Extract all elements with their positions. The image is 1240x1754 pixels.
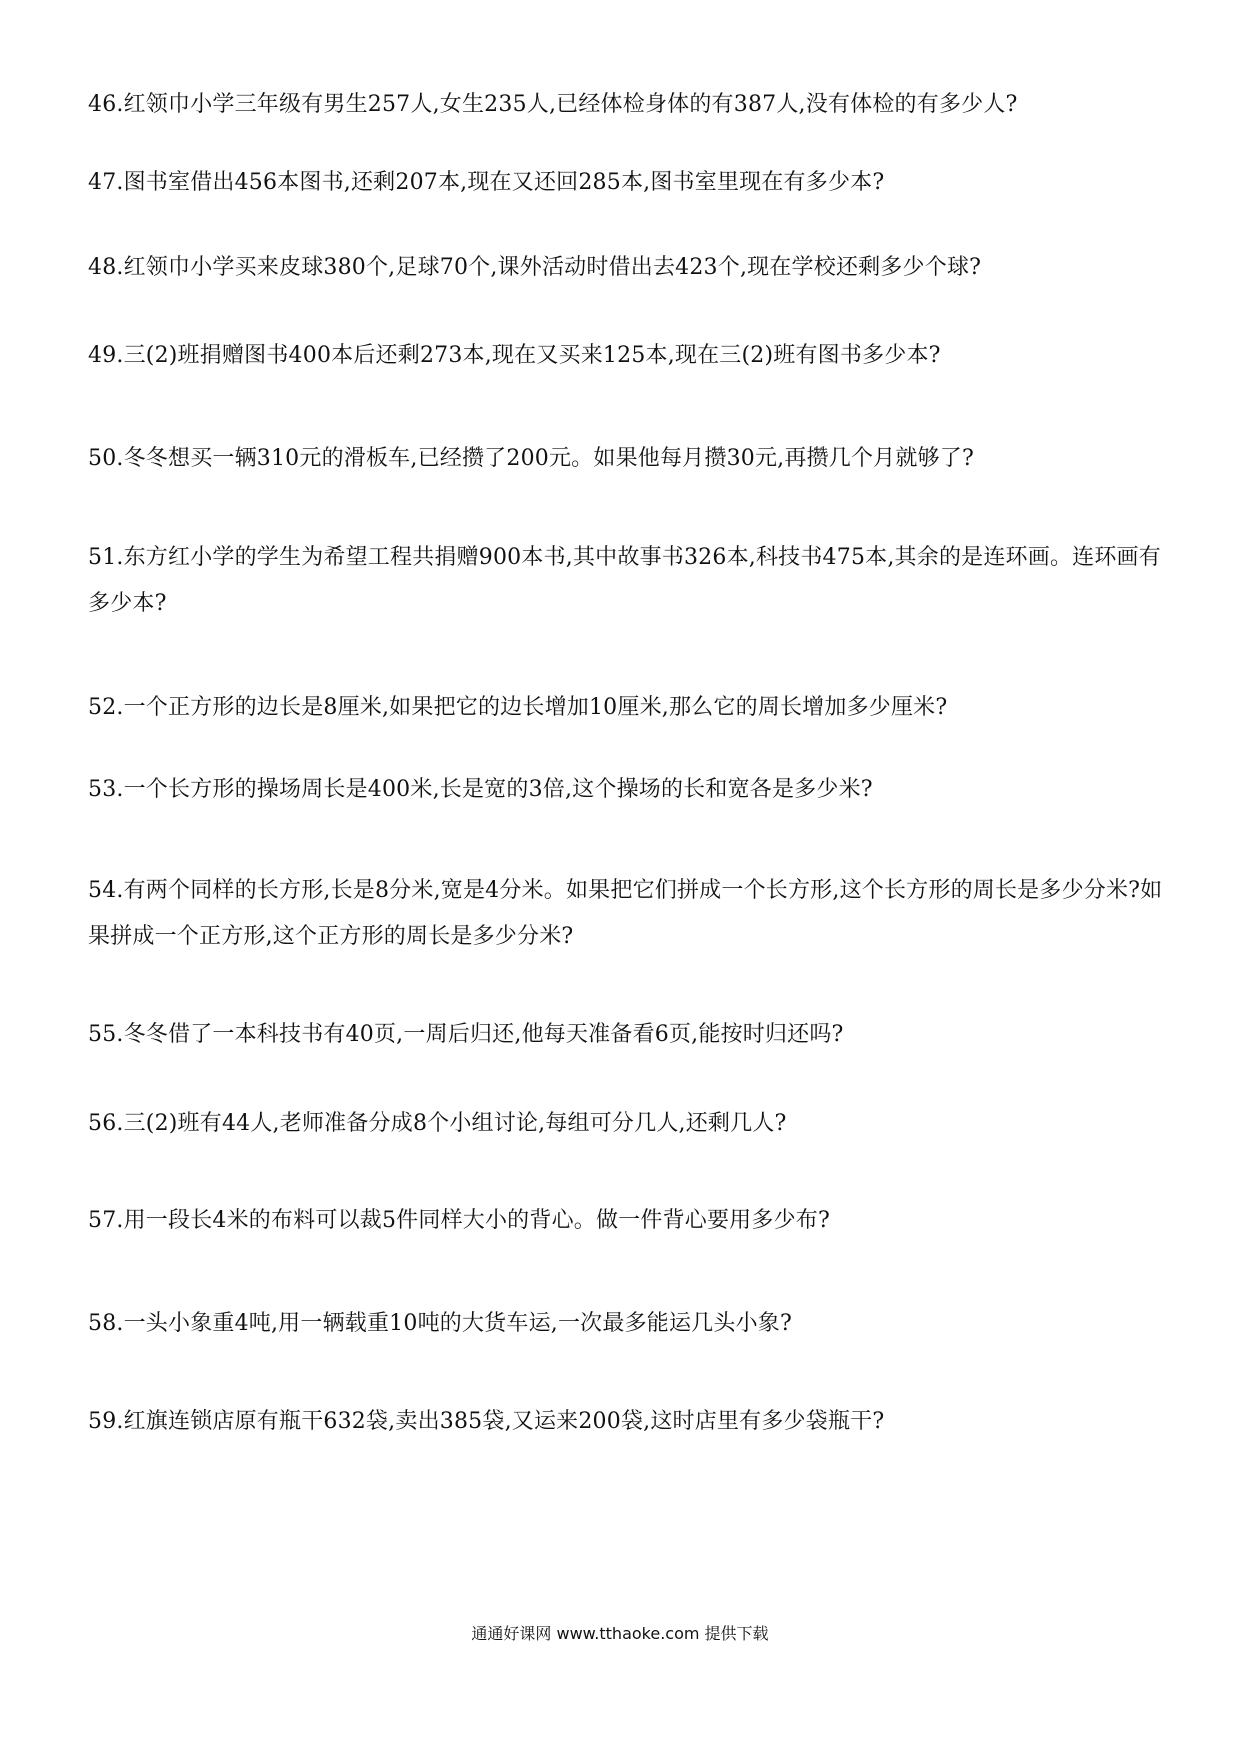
- question-46: 46.红领巾小学三年级有男生257人,女生235人,已经体检身体的有387人,没有体检的有多少人?: [88, 92, 1018, 117]
- question-47: 47.图书室借出456本图书,还剩207本,现在又还回285本,图书室里现在有多少本?: [88, 170, 885, 195]
- question-59: 59.红旗连锁店原有瓶干632袋,卖出385袋,又运来200袋,这时店里有多少袋瓶干?: [88, 1409, 885, 1434]
- question-50: 50.冬冬想买一辆310元的滑板车,已经攒了200元。如果他每月攒30元,再攒几个月就够了?: [88, 446, 974, 471]
- question-49: 49.三(2)班捐赠图书400本后还剩273本,现在又买来125本,现在三(2)班有图书多少本?: [88, 343, 941, 368]
- question-55: 55.冬冬借了一本科技书有40页,一周后归还,他每天准备看6页,能按时归还吗?: [88, 1022, 844, 1047]
- question-54: 54.有两个同样的长方形,长是8分米,宽是4分米。如果把它们拼成一个长方形,这个长方形的周长是多少分米?如果拼成一个正方形,这个正方形的周长是多少分米?: [88, 878, 1163, 949]
- question-56: 56.三(2)班有44人,老师准备分成8个小组讨论,每组可分几人,还剩几人?: [88, 1111, 787, 1136]
- question-57: 57.用一段长4米的布料可以裁5件同样大小的背心。做一件背心要用多少布?: [88, 1208, 830, 1233]
- question-53: 53.一个长方形的操场周长是400米,长是宽的3倍,这个操场的长和宽各是多少米?: [88, 777, 873, 802]
- question-51: 51.东方红小学的学生为希望工程共捐赠900本书,其中故事书326本,科技书475本,其余的是连环画。连环画有多少本?: [88, 545, 1161, 616]
- footer-download-note: 通通好课网 www.tthaoke.com 提供下载: [471, 1624, 769, 1643]
- question-48: 48.红领巾小学买来皮球380个,足球70个,课外活动时借出去423个,现在学校还剩多少个球?: [88, 255, 982, 280]
- question-52: 52.一个正方形的边长是8厘米,如果把它的边长增加10厘米,那么它的周长增加多少厘米?: [88, 695, 948, 720]
- question-58: 58.一头小象重4吨,用一辆载重10吨的大货车运,一次最多能运几头小象?: [88, 1311, 792, 1336]
